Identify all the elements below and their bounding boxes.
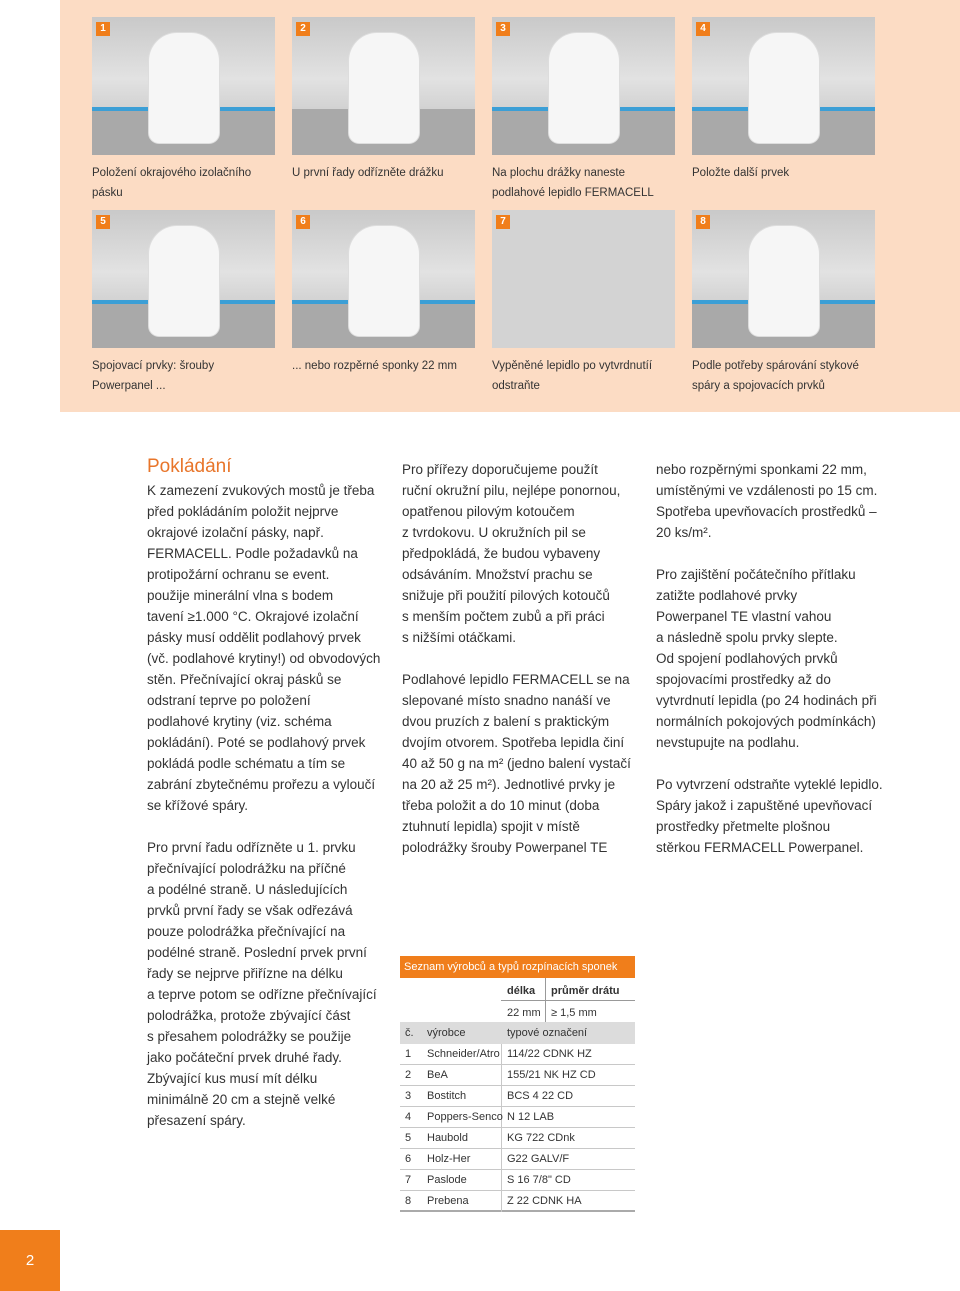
- worker-figure: [149, 33, 219, 143]
- row-type: G22 GALV/F: [507, 1153, 570, 1165]
- step-caption: Na plochu drážky naneste podlahové lepidlo FERMACELL: [492, 167, 654, 199]
- row-type: 114/22 CDNK HZ: [507, 1048, 592, 1060]
- table-row: [400, 1107, 635, 1128]
- step-8: [692, 210, 875, 396]
- row-type: N 12 LAB: [507, 1111, 555, 1123]
- row-manufacturer: Bostitch: [427, 1090, 467, 1102]
- row-number: 2: [405, 1069, 412, 1081]
- step-number: 4: [696, 22, 710, 36]
- table-header-row: [400, 1022, 635, 1044]
- wire-diameter-label: průměr drátu: [551, 985, 620, 997]
- text-column-2: Pro přířezy doporučujeme použít ruční okružní pilu, nejlépe ponornou, opatřenou pilovým kotoučem z tvrdokovu. U okružních pil se předpokládá, že budou vybaveny odsáváním. Množství prachu se snižuje při použití pilových kotoučů s menším počtem zubů a při práci s nižšími otáčkami. Podlahové lepidlo FERMACELL se na slepované místo snadno nanáší ve dvou pruzích z balení s praktickým dvojím otvorem. Spotřeba lepidla činí 40 až 50 g na m² (jedno balení vystačí na 20 až 25 m²). Jednotlivé prvky je třeba položit a do 10 minut (doba ztuhnutí lepidla) spojit v místě polodrážky šrouby Powerpanel TE: [402, 462, 631, 855]
- worker-figure: [549, 33, 619, 143]
- step-5-photo: [92, 210, 275, 348]
- text-column-1: K zamezení zvukových mostů je třeba před pokládáním položit nejprve okrajové izolační pásky, např. FERMACELL. Podle požadavků na protipožární ochranu se event. použije minerální vlna s bodem tavení ≥1.000 °C. Okrajové izolační pásky musí oddělit podlahový prvek (vč. podlahové krytiny!) od obvodových stěn. Přečnívající okraj pásků se odstraní teprve po položení podlahové krytiny (viz. schéma pokládání). Poté se podlahový prvek pokládá podle schématu a tím se zabrání zbytečnému prořezu a vyloučí se křížové spáry. Pro první řadu odřízněte u 1. prvku přečnívající polodrážku na příčné a podélné straně. U následujících prvků první řady se však odřezává pouze polodrážka přečnívající na podélné straně. Poslední prvek první řady se nejprve přiřízne na délku a teprve potom se odřízne přečnívající polodrážka, protože zbývající část s přesahem polodrážky se použije jako počáteční prvek druhé řady. Zbývající kus musí mít délku minimálně 20 cm a stejně velké přesazení spáry.: [147, 483, 381, 1128]
- table-row: [400, 1170, 635, 1191]
- row-manufacturer: Prebena: [427, 1195, 469, 1207]
- step-number: 2: [296, 22, 310, 36]
- row-manufacturer: Haubold: [427, 1132, 468, 1144]
- worker-figure: [749, 33, 819, 143]
- step-number: 3: [496, 22, 510, 36]
- length-label: délka: [507, 985, 536, 997]
- row-number: 6: [405, 1153, 412, 1165]
- row-type: 155/21 NK HZ CD: [507, 1069, 596, 1081]
- worker-figure: [349, 226, 419, 336]
- step-caption: Podle potřeby spárování stykové spáry a spojovacích prvků: [692, 360, 859, 392]
- row-number: 7: [405, 1174, 412, 1186]
- table-row: [400, 1128, 635, 1149]
- step-number: 6: [296, 215, 310, 229]
- section-heading: Pokládání: [147, 456, 232, 477]
- step-6-photo: [292, 210, 475, 348]
- step-number: 5: [96, 215, 110, 229]
- step-3-photo: [492, 17, 675, 155]
- step-caption: U první řady odřízněte drážku: [292, 167, 444, 179]
- step-caption: Položení okrajového izolačního pásku: [92, 167, 252, 199]
- table-title: Seznam výrobců a typů rozpínacích sponek: [400, 956, 635, 978]
- header-manufacturer: výrobce: [427, 1027, 466, 1039]
- step-3: [492, 17, 675, 203]
- step-caption: Vypěněné lepidlo po vytvrdnutíí odstraňte: [492, 360, 653, 392]
- step-caption: Položte další prvek: [692, 167, 790, 179]
- table-row: [400, 1086, 635, 1107]
- table-row: [400, 1065, 635, 1086]
- row-type: Z 22 CDNK HA: [507, 1195, 582, 1207]
- worker-figure: [349, 33, 419, 143]
- table-row: [400, 1191, 635, 1212]
- row-type: KG 722 CDnk: [507, 1132, 575, 1144]
- step-4-photo: [692, 17, 875, 155]
- row-number: 1: [405, 1048, 412, 1060]
- step-7: [492, 210, 675, 396]
- step-1: [92, 17, 275, 203]
- staples-table: [400, 956, 635, 1212]
- worker-figure: [749, 226, 819, 336]
- row-number: 8: [405, 1195, 412, 1207]
- length-value: 22 mm: [507, 1007, 541, 1019]
- table-row: [400, 1044, 635, 1065]
- wire-diameter-value: ≥ 1,5 mm: [551, 1007, 597, 1019]
- header-type: typové označení: [507, 1027, 588, 1039]
- page-number: 2: [0, 1230, 60, 1291]
- row-number: 5: [405, 1132, 412, 1144]
- step-1-photo: [92, 17, 275, 155]
- step-2-photo: [292, 17, 475, 155]
- step-7-photo: [492, 210, 675, 348]
- step-8-photo: [692, 210, 875, 348]
- row-manufacturer: Paslode: [427, 1174, 467, 1186]
- text-column-3: nebo rozpěrnými sponkami 22 mm, umístěnými ve vzdálenosti po 15 cm. Spotřeba upevňovacích prostředků – 20 ks/m². Pro zajištění počátečního přítlaku zatižte podlahové prvky Powerpanel TE vlastní vahou a následně spolu prvky slepte. Od spojení podlahových prvků spojovacími prostředky až do vytvrdnutí lepidla (po 24 hodinách při normálních pokojových podmínkách) nevstupujte na podlahu. Po vytvrzení odstraňte vyteklé lepidlo. Spáry jakož i zapuštěné upevňovací prostředky přetmelte plošnou stěrkou FERMACELL Powerpanel.: [656, 462, 883, 855]
- row-manufacturer: Schneider/Atro: [427, 1048, 500, 1060]
- worker-figure: [149, 226, 219, 336]
- table-spec-header: [400, 978, 635, 1022]
- row-manufacturer: BeA: [427, 1069, 448, 1081]
- row-manufacturer: Poppers-Senco: [427, 1111, 503, 1123]
- step-caption: Spojovací prvky: šrouby Powerpanel ...: [92, 360, 215, 392]
- step-4: [692, 17, 875, 183]
- row-number: 3: [405, 1090, 412, 1102]
- step-6: [292, 210, 475, 376]
- step-2: [292, 17, 475, 183]
- row-number: 4: [405, 1111, 412, 1123]
- header-number: č.: [405, 1027, 414, 1039]
- step-number: 7: [496, 215, 510, 229]
- step-caption: ... nebo rozpěrné sponky 22 mm: [292, 360, 457, 372]
- row-type: S 16 7/8" CD: [507, 1174, 571, 1186]
- table-row: [400, 1149, 635, 1170]
- row-type: BCS 4 22 CD: [507, 1090, 574, 1102]
- step-number: 1: [96, 22, 110, 36]
- step-number: 8: [696, 215, 710, 229]
- row-manufacturer: Holz-Her: [427, 1153, 471, 1165]
- steps-panel: [60, 0, 960, 412]
- step-5: [92, 210, 275, 396]
